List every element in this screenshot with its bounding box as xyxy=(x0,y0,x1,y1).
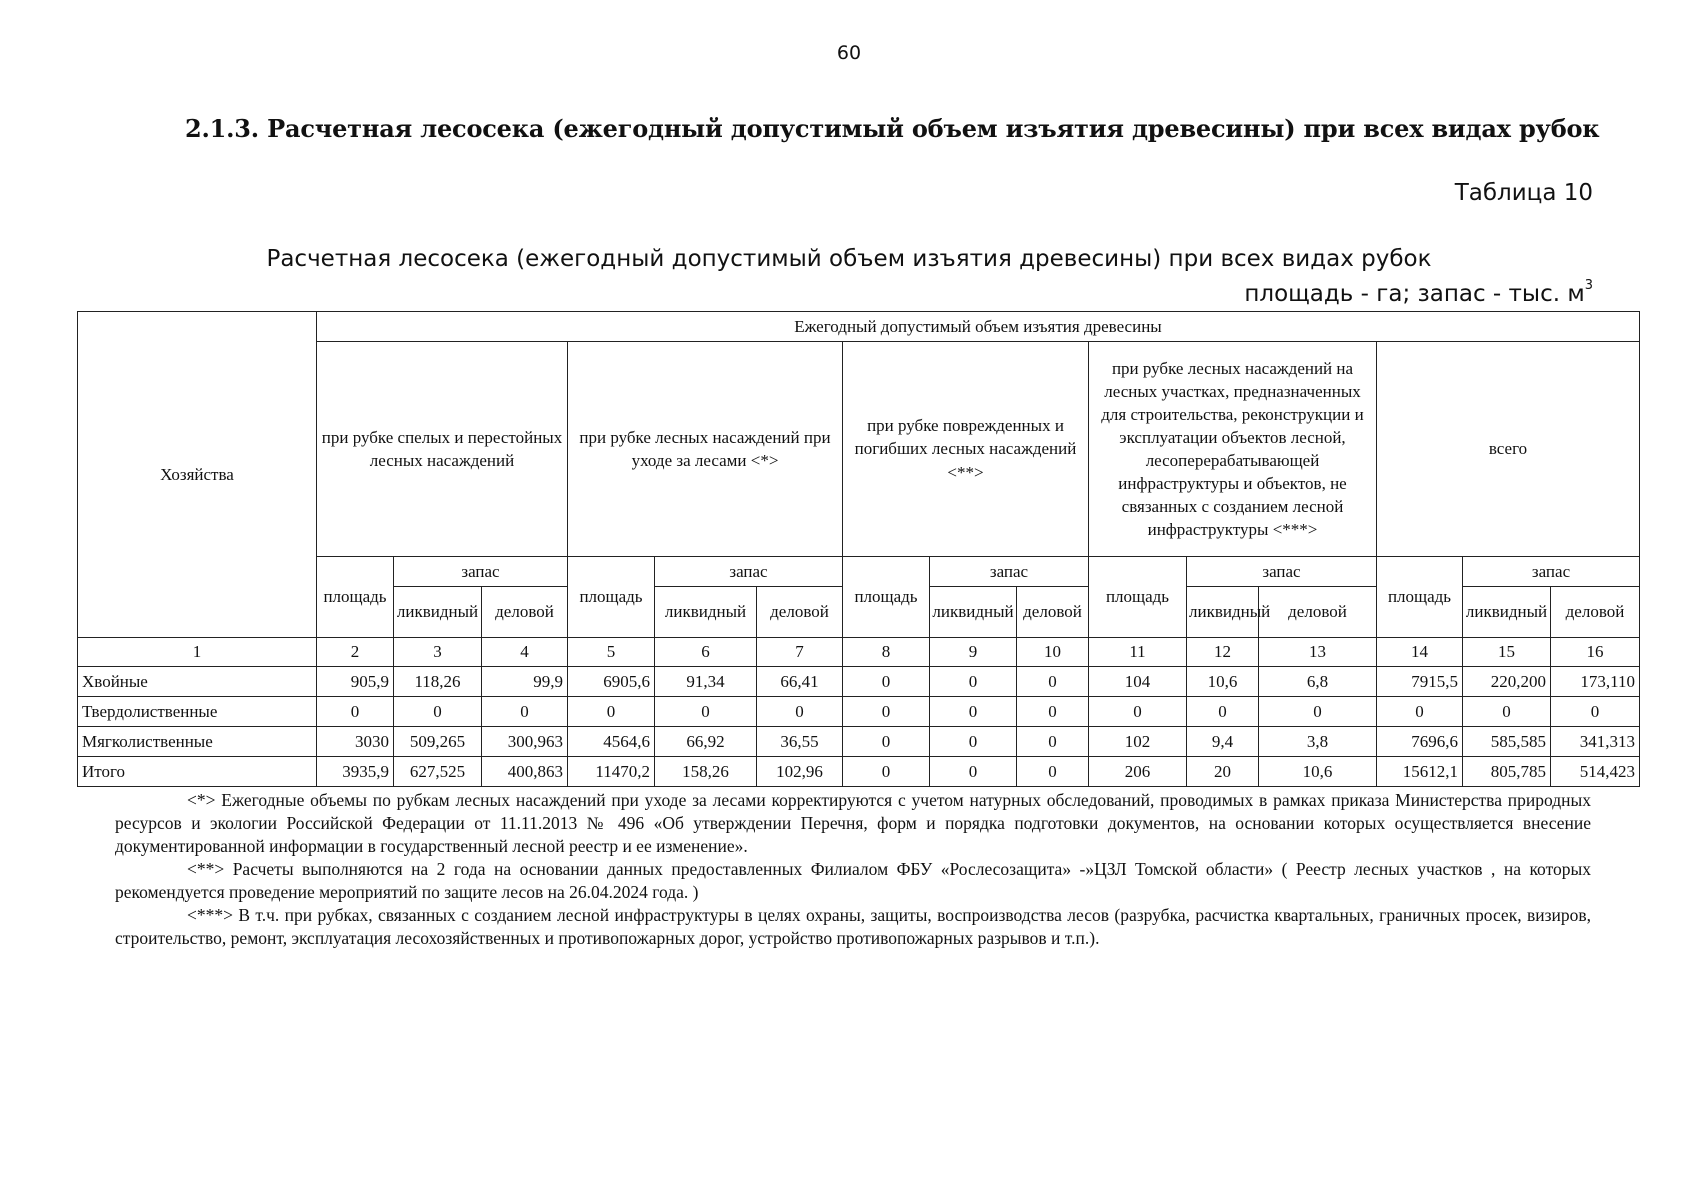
table-cell: 0 xyxy=(1187,697,1259,727)
table-cell: 91,34 xyxy=(655,667,757,697)
table-cell: 0 xyxy=(843,727,930,757)
table-number: Таблица 10 xyxy=(1454,180,1593,206)
table-cell: 3030 xyxy=(317,727,394,757)
units-text: площадь - га; запас - тыс. м xyxy=(1244,281,1585,307)
table-cell: 0 xyxy=(1089,697,1187,727)
section-title: 2.1.3. Расчетная лесосека (ежегодный допустимый объем изъятия древесины) при всех видах рубок xyxy=(185,114,1600,143)
table-cell: 0 xyxy=(1551,697,1640,727)
table-cell: 341,313 xyxy=(1551,727,1640,757)
header-liquid: ликвидный xyxy=(655,587,757,638)
header-area: площадь xyxy=(1377,557,1463,638)
table-cell: 6,8 xyxy=(1259,667,1377,697)
header-liquid: ликвидный xyxy=(930,587,1017,638)
table-cell: 0 xyxy=(568,697,655,727)
header-area: площадь xyxy=(568,557,655,638)
table-cell: 0 xyxy=(757,697,843,727)
table-cell: 173,110 xyxy=(1551,667,1640,697)
table-cell: 0 xyxy=(843,667,930,697)
table-cell: 0 xyxy=(930,727,1017,757)
header-liquid: ликвидный xyxy=(1187,587,1259,638)
table-cell: 118,26 xyxy=(394,667,482,697)
row-label: Твердолиственные xyxy=(78,697,317,727)
table-cell: 102 xyxy=(1089,727,1187,757)
header-liquid: ликвидный xyxy=(394,587,482,638)
table-cell: 99,9 xyxy=(482,667,568,697)
table-cell: 4564,6 xyxy=(568,727,655,757)
table-cell: 0 xyxy=(1017,667,1089,697)
column-number: 2 xyxy=(317,638,394,667)
row-label: Хвойные xyxy=(78,667,317,697)
footnote-damaged-cut: <**> Расчеты выполняются на 2 года на основании данных предоставленных Филиалом ФБУ «Рослесозащита» -»ЦЗЛ Томской области» ( Реестр лесных участков , на которых рекомендуется проведение мероприятий по защите лесов на 26.04.2024 года. ) xyxy=(115,859,1591,902)
header-group-mature-cut: при рубке спелых и перестойных лесных насаждений xyxy=(317,342,568,557)
table-cell: 0 xyxy=(394,697,482,727)
column-number: 9 xyxy=(930,638,1017,667)
header-group-damaged-cut: при рубке поврежденных и погибших лесных насаждений <**> xyxy=(843,342,1089,557)
header-business: деловой xyxy=(1259,587,1377,638)
table-cell: 158,26 xyxy=(655,757,757,787)
table-cell: 0 xyxy=(843,757,930,787)
table-cell: 627,525 xyxy=(394,757,482,787)
column-number: 4 xyxy=(482,638,568,667)
table-cell: 0 xyxy=(930,697,1017,727)
header-liquid: ликвидный xyxy=(1463,587,1551,638)
table-cell: 514,423 xyxy=(1551,757,1640,787)
table-cell: 0 xyxy=(655,697,757,727)
table-cell: 300,963 xyxy=(482,727,568,757)
header-row-group xyxy=(78,312,1640,342)
table-cell: 36,55 xyxy=(757,727,843,757)
column-number: 10 xyxy=(1017,638,1089,667)
table-cell: 0 xyxy=(1017,757,1089,787)
table-row-coniferous xyxy=(78,667,1640,697)
table-cell: 66,92 xyxy=(655,727,757,757)
table-cell: 0 xyxy=(843,697,930,727)
table-cell: 585,585 xyxy=(1463,727,1551,757)
units-superscript: 3 xyxy=(1584,278,1593,293)
column-number: 15 xyxy=(1463,638,1551,667)
column-number: 5 xyxy=(568,638,655,667)
table-cell: 0 xyxy=(930,757,1017,787)
header-area: площадь xyxy=(317,557,394,638)
table-cell: 0 xyxy=(930,667,1017,697)
table-cell: 7915,5 xyxy=(1377,667,1463,697)
column-number: 13 xyxy=(1259,638,1377,667)
table-cell: 3,8 xyxy=(1259,727,1377,757)
header-group-care-cut: при рубке лесных насаждений при уходе за лесами <*> xyxy=(568,342,843,557)
table-cell: 6905,6 xyxy=(568,667,655,697)
header-business: деловой xyxy=(1017,587,1089,638)
header-stock: запас xyxy=(930,557,1089,587)
header-business: деловой xyxy=(1551,587,1640,638)
table-cell: 509,265 xyxy=(394,727,482,757)
table-cell: 66,41 xyxy=(757,667,843,697)
table-cell: 0 xyxy=(1259,697,1377,727)
header-business: деловой xyxy=(757,587,843,638)
table-cell: 400,863 xyxy=(482,757,568,787)
column-number: 11 xyxy=(1089,638,1187,667)
header-stock: запас xyxy=(1463,557,1640,587)
row-label: Итого xyxy=(78,757,317,787)
table-cell: 0 xyxy=(482,697,568,727)
footnote-care-cut: <*> Ежегодные объемы по рубкам лесных насаждений при уходе за лесами корректируются с учетом натурных обследований, проводимых в рамках приказа Министерства природных ресурсов и экологии Российской Федерации от 11.11.2013 № 496 «Об утверждении Перечня, форм и порядка подготовки документов, на основании которых осуществляется внесение документированной информации в государственный лесной реестр и ее изменение». xyxy=(115,790,1591,856)
header-area: площадь xyxy=(1089,557,1187,638)
table-cell: 0 xyxy=(1017,697,1089,727)
column-number: 16 xyxy=(1551,638,1640,667)
table-cell: 905,9 xyxy=(317,667,394,697)
table-row-hardwood xyxy=(78,697,1640,727)
table-cell: 0 xyxy=(317,697,394,727)
column-number: 1 xyxy=(78,638,317,667)
table-cell: 10,6 xyxy=(1187,667,1259,697)
table-cell: 104 xyxy=(1089,667,1187,697)
table-cell: 0 xyxy=(1377,697,1463,727)
table-cell: 805,785 xyxy=(1463,757,1551,787)
table-cell: 220,200 xyxy=(1463,667,1551,697)
table-caption: Расчетная лесосека (ежегодный допустимый объем изъятия древесины) при всех видах рубок xyxy=(266,246,1432,272)
header-stock: запас xyxy=(1187,557,1377,587)
header-group-infrastructure-cut: при рубке лесных насаждений на лесных участках, предназначенных для строительства, реконструкции и эксплуатации объектов лесной, лесоперерабатывающей инфраструктуры и объектов, не связанных с созданием лесной инфраструктуры <***> xyxy=(1089,342,1377,557)
table-cell: 20 xyxy=(1187,757,1259,787)
column-number: 3 xyxy=(394,638,482,667)
header-stock: запас xyxy=(394,557,568,587)
table-cell: 10,6 xyxy=(1259,757,1377,787)
table-cell: 11470,2 xyxy=(568,757,655,787)
row-label: Мягколиственные xyxy=(78,727,317,757)
table-cell: 7696,6 xyxy=(1377,727,1463,757)
table-cell: 206 xyxy=(1089,757,1187,787)
footnotes xyxy=(115,789,1591,950)
footnote-infrastructure-cut: <***> В т.ч. при рубках, связанных с созданием лесной инфраструктуры в целях охраны, защиты, воспроизводства лесов (разрубка, расчистка квартальных, граничных просек, визиров, строительство, ремонт, эксплуатация лесохозяйственных и противопожарных дорог, устройство противопожарных разрывов и т.п.). xyxy=(115,905,1591,948)
table-cell: 9,4 xyxy=(1187,727,1259,757)
header-annual-volume: Ежегодный допустимый объем изъятия древесины xyxy=(317,312,1640,342)
column-number: 6 xyxy=(655,638,757,667)
header-stock: запас xyxy=(655,557,843,587)
column-number: 7 xyxy=(757,638,843,667)
table-row-total xyxy=(78,757,1640,787)
table-cell: 0 xyxy=(1017,727,1089,757)
allowable-cut-table xyxy=(77,311,1640,787)
column-number: 14 xyxy=(1377,638,1463,667)
column-number: 8 xyxy=(843,638,930,667)
header-business: деловой xyxy=(482,587,568,638)
header-area: площадь xyxy=(843,557,930,638)
page-number: 60 xyxy=(836,42,862,64)
header-farm: Хозяйства xyxy=(78,312,317,638)
table-cell: 0 xyxy=(1463,697,1551,727)
column-number: 12 xyxy=(1187,638,1259,667)
table-cell: 3935,9 xyxy=(317,757,394,787)
table-row-softwood xyxy=(78,727,1640,757)
table-cell: 15612,1 xyxy=(1377,757,1463,787)
units-label xyxy=(1244,278,1593,307)
table-cell: 102,96 xyxy=(757,757,843,787)
header-group-total: всего xyxy=(1377,342,1640,557)
column-number-row xyxy=(78,638,1640,667)
